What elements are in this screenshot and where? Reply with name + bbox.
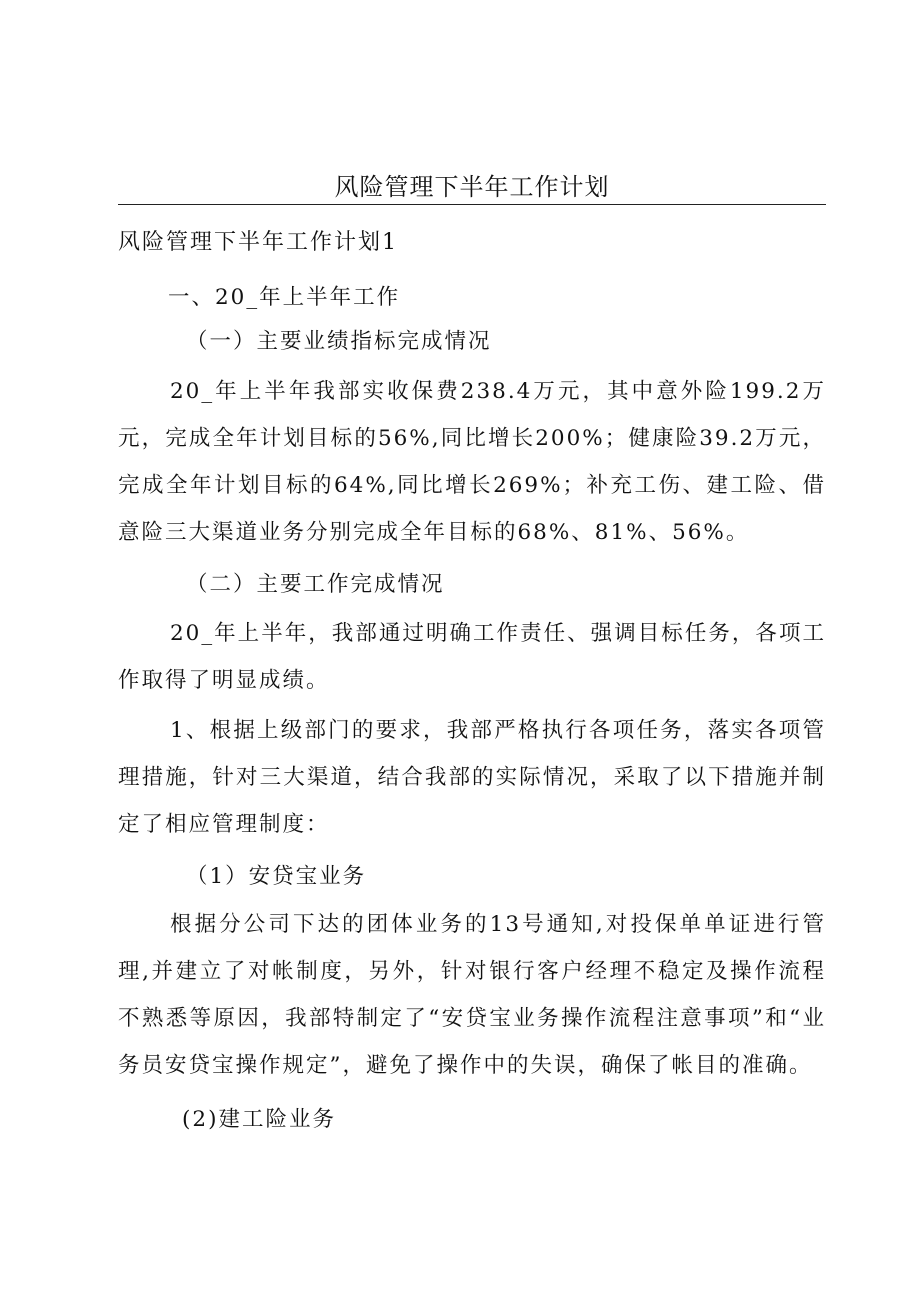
document-title: 风险管理下半年工作计划 [334, 173, 610, 201]
paragraph-measures: 1、根据上级部门的要求，我部严格执行各项任务，落实各项管理措施，针对三大渠道，结合我部的实际情况，采取了以下措施并制定了相应管理制度： [118, 718, 826, 837]
paragraph-anloanbao-details: 根据分公司下达的团体业务的13号通知,对投保单单证进行管理,并建立了对帐制度，另外，针对银行客户经理不稳定及操作流程不熟悉等原因，我部特制定了“安贷宝业务操作流程注意事项”和“业务员安贷宝操作规定”，避免了操作中的失误，确保了帐目的准确。 [118, 912, 826, 1078]
document-subtitle: 风险管理下半年工作计划1 [118, 230, 398, 255]
item-heading-construction-insurance: (2)建工险业务 [182, 1107, 336, 1132]
paragraph-performance-metrics: 20_年上半年我部实收保费238.4万元，其中意外险199.2万元，完成全年计划目标的56%,同比增长200%；健康险39.2万元，完成全年计划目标的64%,同比增长269%；补充工伤、建工险、借意险三大渠道业务分别完成全年目标的68%、81%、56%。 [118, 379, 826, 545]
section-heading-1-1: （一）主要业绩指标完成情况 [186, 329, 492, 354]
section-heading-1-2: （二）主要工作完成情况 [186, 572, 445, 597]
item-heading-anloanbao: （1）安贷宝业务 [186, 864, 367, 889]
paragraph-work-summary: 20_年上半年，我部通过明确工作责任、强调目标任务，各项工作取得了明显成绩。 [118, 621, 826, 693]
section-heading-1: 一、20_年上半年工作 [168, 285, 401, 310]
title-underline-rule [118, 204, 826, 205]
